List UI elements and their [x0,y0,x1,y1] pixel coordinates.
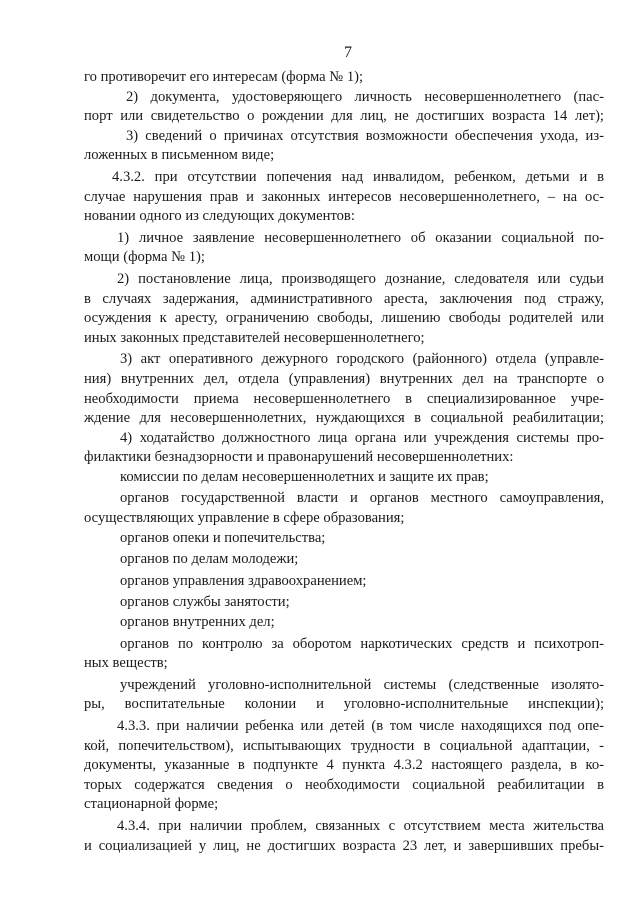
text-line: 4.3.4. при наличии проблем, связанных с отсутствием места жительства [117,817,604,834]
text-line: органов опеки и попечительства; [120,529,326,546]
text-line: 2) постановление лица, производящего дознание, следователя или судьи [117,270,604,287]
text-line: ния) внутренних дел, отдела (управления) внутренних дел на транспорте о [84,370,604,387]
text-line: органов государственной власти и органов местного самоуправления, [120,490,604,507]
text-line: 3) акт оперативного дежурного городского (районного) отдела (управле- [120,351,604,368]
text-line: новании одного из следующих документов: [84,208,355,225]
text-line: 2) документа, удостоверяющего личность несовершеннолетнего (пас- [126,88,604,105]
text-line: порт или свидетельство о рождении для лиц, не достигших возраста 14 лет); [84,108,604,125]
text-line: 1) личное заявление несовершеннолетнего об оказании социальной по- [117,229,604,246]
text-line: ры, воспитательные колонии и уголовно-исполнительные инспекции); [84,696,604,713]
text-line: 4.3.3. при наличии ребенка или детей (в том числе находящихся под опе- [117,718,604,734]
text-line: органов управления здравоохранением; [120,572,367,589]
text-line: 4) ходатайство должностного лица органа или учреждения системы про- [120,429,604,446]
text-line: осуждения к аресту, ограничению свободы, лишению свободы родителей или [84,310,604,327]
text-line: и социализацией у лиц, не достигших возраста 23 лет, и завершивших пребы- [84,837,604,854]
page-number: 7 [344,44,352,61]
text-line: органов внутренних дел; [120,614,275,631]
text-line: необходимости приема несовершеннолетнего в специализированное учре- [84,390,604,407]
text-line: органов службы занятости; [120,594,290,611]
text-line: торых содержатся сведения о необходимости социальной реабилитации в [84,776,604,793]
text-line: комиссии по делам несовершеннолетних и защите их прав; [120,468,489,485]
text-line: учреждений уголовно-исполнительной системы (следственные изолято- [120,676,604,693]
text-line: стационарной форме; [84,796,219,813]
text-line: го противоречит его интересам (форма № 1); [84,69,364,85]
document-body [84,68,604,856]
text-line: ждение для несовершеннолетних, нуждающихся в социальной реабилитации; [84,410,604,427]
text-line: кой, попечительством), испытывающих трудности в социальной адаптации, - [84,737,604,754]
text-line: мощи (форма № 1); [84,249,205,266]
text-line: 4.3.2. при отсутствии попечения над инвалидом, ребенком, детьми и в [112,168,604,185]
text-line: осуществляющих управление в сфере образования; [84,510,405,527]
text-line: документы, указанные в подпункте 4 пункта 4.3.2 настоящего раздела, в ко- [84,757,604,774]
text-line: случае нарушения прав и законных интересов несовершеннолетнего, – на ос- [84,188,604,205]
text-line: иных законных представителей несовершеннолетнего; [84,329,425,346]
text-line: филактики безнадзорности и правонарушений несовершеннолетних: [84,449,514,466]
text-line: 3) сведений о причинах отсутствия возможности обеспечения ухода, из- [126,127,604,144]
text-line: органов по контролю за оборотом наркотических средств и психотроп- [120,635,604,652]
text-line: в случаях задержания, административного ареста, заключения под стражу, [84,290,604,307]
text-line: органов по делам молодежи; [120,551,299,568]
text-line: ных веществ; [84,655,168,672]
text-line: ложенных в письменном виде; [84,147,275,164]
